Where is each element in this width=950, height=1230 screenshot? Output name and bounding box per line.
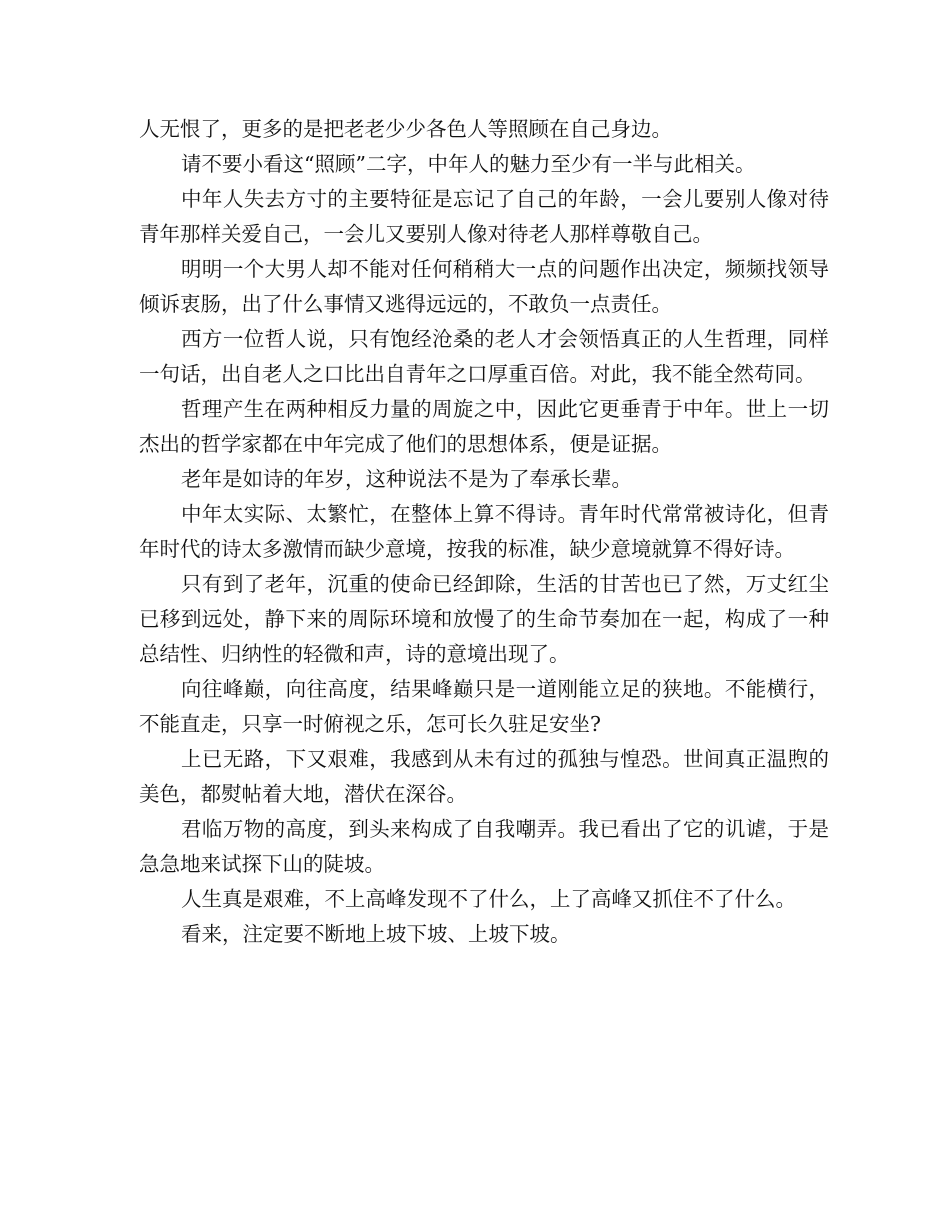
document-body: [139, 112, 829, 952]
paragraph-5: 西方一位哲人说，只有饱经沧桑的老人才会领悟真正的人生哲理，同样一句话，出自老人之口比出自青年之口厚重百倍。对此，我不能全然苟同。: [139, 327, 829, 386]
paragraph-7: 老年是如诗的年岁，这种说法不是为了奉承长辈。: [181, 467, 632, 491]
paragraph-1: 人无恨了，更多的是把老老少少各色人等照顾在自己身边。: [139, 117, 672, 141]
paragraph-14: 看来，注定要不断地上坡下坡、上坡下坡。: [181, 922, 571, 946]
paragraph-4: 明明一个大男人却不能对任何稍稍大一点的问题作出决定，频频找领导倾诉衷肠，出了什么事情又逃得远远的，不敢负一点责任。: [139, 257, 829, 316]
paragraph-2: 请不要小看这“照顾”二字，中年人的魅力至少有一半与此相关。: [181, 152, 756, 176]
paragraph-12: 君临万物的高度，到头来构成了自我嘲弄。我已看出了它的讥谑，于是急急地来试探下山的陡坡。: [139, 817, 829, 876]
paragraph-11: 上已无路，下又艰难，我感到从未有过的孤独与惶恐。世间真正温煦的美色，都熨帖着大地，潜伏在深谷。: [139, 747, 829, 806]
paragraph-6: 哲理产生在两种相反力量的周旋之中，因此它更垂青于中年。世上一切杰出的哲学家都在中年完成了他们的思想体系，便是证据。: [139, 397, 829, 456]
paragraph-3: 中年人失去方寸的主要特征是忘记了自己的年龄，一会儿要别人像对待青年那样关爱自己，一会儿又要别人像对待老人那样尊敬自己。: [139, 187, 829, 246]
paragraph-13: 人生真是艰难，不上高峰发现不了什么，上了高峰又抓住不了什么。: [181, 887, 796, 911]
paragraph-10: 向往峰巅，向往高度，结果峰巅只是一道刚能立足的狭地。不能横行，不能直走，只享一时俯视之乐，怎可长久驻足安坐?: [139, 677, 829, 736]
paragraph-8: 中年太实际、太繁忙，在整体上算不得诗。青年时代常常被诗化，但青年时代的诗太多激情而缺少意境，按我的标准，缺少意境就算不得好诗。: [139, 502, 829, 561]
paragraph-9: 只有到了老年，沉重的使命已经卸除，生活的甘苦也已了然，万丈红尘已移到远处，静下来的周际环境和放慢了的生命节奏加在一起，构成了一种总结性、归纳性的轻微和声，诗的意境出现了。: [139, 572, 829, 666]
